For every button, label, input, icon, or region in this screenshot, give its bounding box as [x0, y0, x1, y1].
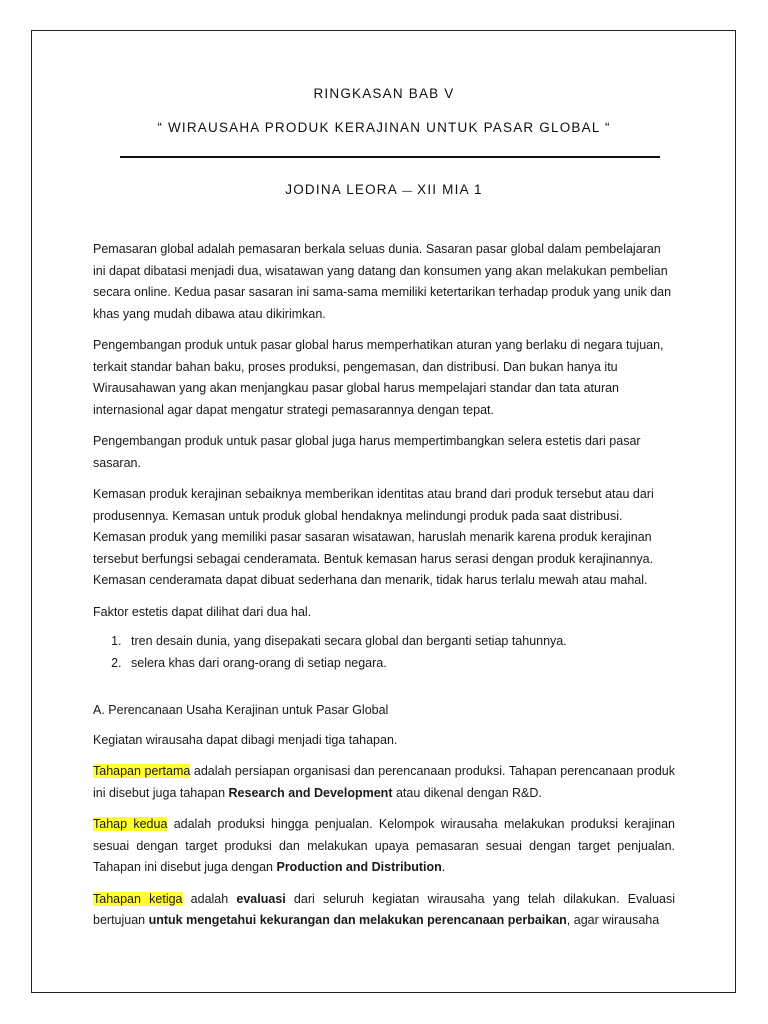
stage-3-text: adalah: [182, 891, 237, 906]
author-class: XII MIA 1: [417, 182, 483, 197]
list-item: 1. tren desain dunia, yang disepakati secara global dan berganti setiap tahunnya.: [125, 631, 675, 653]
stage-3-text-end: , agar wirausaha: [566, 913, 660, 927]
stage-2-bold: Production and Distribution: [276, 860, 442, 874]
document-content: [93, 86, 675, 942]
document-title: RINGKASAN BAB V: [313, 86, 455, 101]
stage-3-paragraph: [93, 889, 675, 932]
stage-1-text: adalah persiapan organisasi dan perencanaan produksi. Tahapan perencanaan produk ini disebut juga tahapan: [93, 764, 675, 800]
stage-1-paragraph: [93, 761, 675, 804]
author-line: [93, 182, 675, 197]
aesthetic-factor-list: [93, 631, 675, 674]
stage-2-text-end: .: [441, 860, 446, 874]
author-dash: —: [402, 186, 413, 197]
stage-1-highlight: Tahapan pertama: [93, 764, 191, 778]
stage-3-bold-evaluasi: evaluasi: [236, 891, 286, 906]
paragraph-2: Pengembangan produk untuk pasar global harus memperhatikan aturan yang berlaku di negara tujuan, terkait standar bahan baku, proses produksi, pengemasan, dan distribusi. Dan bukan hanya itu Wirausahawan yang akan menjangkau pasar global harus mempelajari standar dan tata aturan internasional agar dapat mengatur strategi pemasarannya dengan tepat.: [93, 338, 664, 417]
author-name: JODINA LEORA: [285, 182, 398, 197]
body-text: [93, 239, 675, 932]
section-a-heading: A. Perencanaan Usaha Kerajinan untuk Pasar Global: [93, 703, 389, 717]
paragraph-4: Kemasan produk kerajinan sebaiknya memberikan identitas atau brand dari produk tersebut atau dari produsennya. Kemasan untuk produk global hendaknya melindungi produk pada saat distribusi. Kemasan produk yang memiliki pasar sasaran wisatawan, haruslah menarik karena produk kerajinan tersebut berfungsi sebagai cenderamata. Bentuk kemasan harus serasi dengan produk kerajinannya. Kemasan cenderamata dapat dibuat sederhana dan menarik, tidak harus terlalu mewah atau mahal.: [93, 487, 654, 587]
stage-3-highlight: Tahapan ketiga: [93, 891, 183, 906]
paragraph-5: Faktor estetis dapat dilihat dari dua hal.: [93, 604, 312, 619]
stage-3-text-mid: dari seluruh kegiatan wirausaha yang telah dilakukan. Evaluasi bertujuan: [93, 891, 676, 927]
paragraph-3: Pengembangan produk untuk pasar global juga harus mempertimbangkan selera estetis dari pasar sasaran.: [93, 434, 641, 470]
section-a-intro: Kegiatan wirausaha dapat dibagi menjadi tiga tahapan.: [93, 732, 398, 747]
title-divider: [120, 156, 660, 158]
stage-2-highlight: Tahap kedua: [93, 817, 168, 831]
stage-3-bold-purpose: untuk mengetahui kekurangan dan melakukan perencanaan perbaikan: [148, 913, 567, 927]
list-item: 2. selera khas dari orang-orang di setiap negara.: [125, 653, 675, 675]
stage-1-text-end: atau dikenal dengan R&D.: [392, 785, 542, 800]
stage-2-text: adalah produksi hingga penjualan. Kelompok wirausaha melakukan produksi kerajinan sesuai dengan target produksi dan melakukan upaya pemasaran sesuai dengan target penjualan. Tahapan ini disebut juga dengan: [93, 817, 675, 874]
document-subtitle: “ WIRAUSAHA PRODUK KERAJINAN UNTUK PASAR GLOBAL “: [157, 120, 611, 135]
stage-2-paragraph: [93, 814, 675, 879]
stage-1-bold: Research and Development: [228, 785, 393, 800]
paragraph-1: Pemasaran global adalah pemasaran berkala seluas dunia. Sasaran pasar global dalam pembelajaran ini dapat dibatasi menjadi dua, wisatawan yang datang dan konsumen yang akan melakukan pembelian secara online. Kedua pasar sasaran ini sama-sama memiliki ketertarikan terhadap produk yang unik dan khas yang mudah dibawa atau dikirimkan.: [93, 242, 672, 321]
